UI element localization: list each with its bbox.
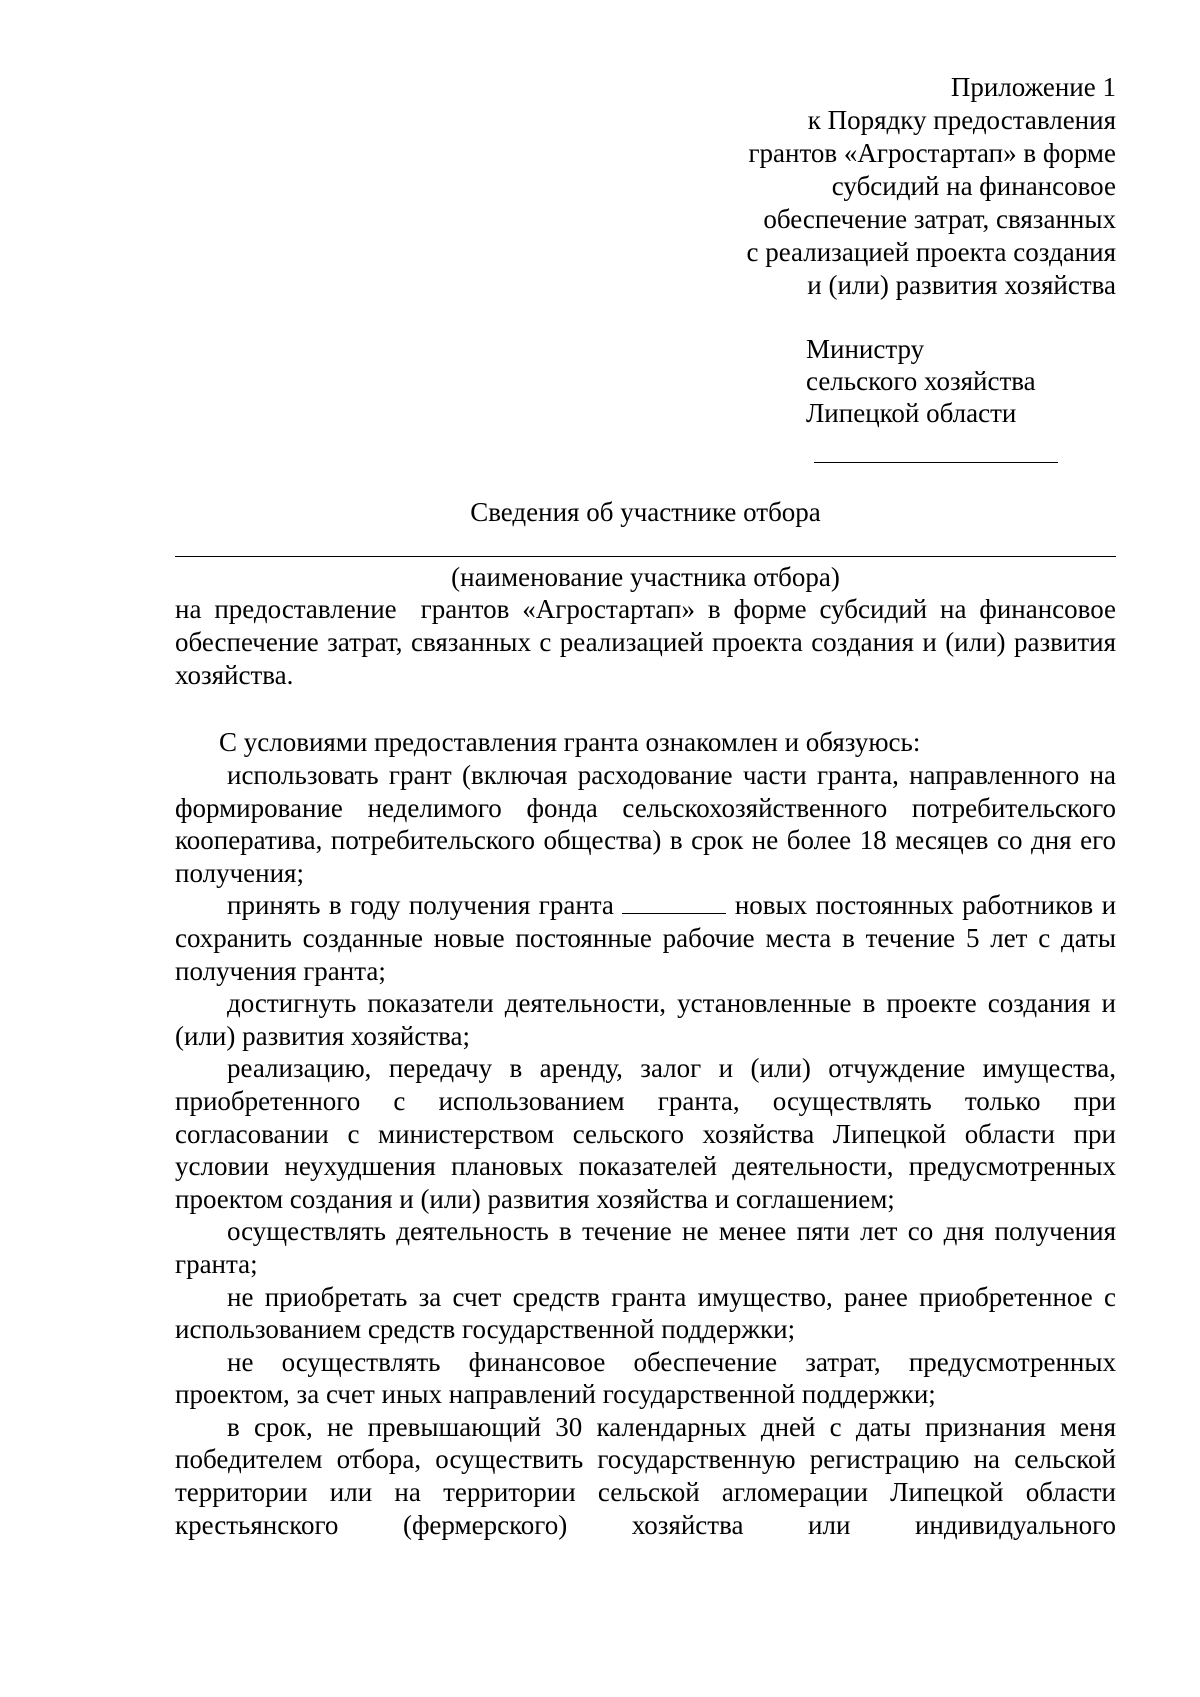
appendix-line: обеспечение затрат, связанных (763, 204, 1116, 234)
addressee-block (806, 333, 1036, 429)
obligation-hire-workers (175, 889, 1116, 987)
obligation-indicators: достигнуть показатели деятельности, установленные в проекте создания и (или) развития хозяйства; (175, 988, 1116, 1051)
obligation-hire-text-after: новых постоянных работников и сохранить созданные новые постоянные рабочие места в течение 5 лет с даты получения гранта; (175, 890, 1117, 986)
obligation-property: реализацию, передачу в аренду, залог и (или) отчуждение имущества, приобретенного с использованием гранта, осуществлять только при согласовании с министерством сельского хозяйства Липецкой области при условии неухудшения плановых показателей деятельности, предусмотренных проектом создания и (или) развития хозяйства и соглашением; (175, 1053, 1116, 1214)
appendix-line: грантов «Агростартап» в форме (748, 138, 1116, 168)
participant-name-blank-line (175, 556, 1116, 557)
addressee-line: Липецкой области (806, 398, 1017, 428)
appendix-reference (600, 71, 1116, 302)
obligation-use-grant: использовать грант (включая расходование части гранта, направленного на формирование неделимого фонда сельскохозяйственного потребительского кооператива, потребительского общества) в срок не более 18 месяцев со дня его получения; (175, 760, 1116, 888)
obligation-hire-text-before: принять в году получения гранта (227, 890, 614, 921)
intro-paragraph (175, 593, 1116, 692)
obligation-activity: осуществлять деятельность в течение не менее пяти лет со дня получения гранта; (175, 1216, 1116, 1279)
addressee-name-blank-line (814, 462, 1058, 463)
addressee-line: сельского хозяйства (806, 366, 1036, 396)
appendix-line: с реализацией проекта создания (746, 237, 1116, 267)
intro-part-1: на предоставление (175, 594, 397, 624)
participant-name-caption: (наименование участника отбора) (451, 562, 840, 592)
appendix-line: субсидий на финансовое (831, 171, 1116, 201)
document-title: Сведения об участнике отбора (470, 497, 821, 527)
obligations-list (175, 759, 1116, 1541)
workers-count-blank (622, 891, 726, 914)
intro-part-2: грантов «Агростартап» в форме субсидий на финансовое обеспечение затрат, связанных с реализацией проекта создания и (или) развития хозяйства. (175, 594, 1117, 690)
appendix-line: и (или) развития хозяйства (807, 270, 1116, 300)
obligation-no-double-funding: не осуществлять финансовое обеспечение затрат, предусмотренных проектом, за счет иных направлений государственной поддержки; (175, 1346, 1116, 1410)
addressee-line: Министру (806, 334, 925, 364)
appendix-line: Приложение 1 (950, 72, 1116, 102)
obligation-no-purchase: не приобретать за счет средств гранта имущество, ранее приобретенное с использованием средств государственной поддержки; (175, 1281, 1116, 1345)
appendix-line: к Порядку предоставления (807, 105, 1116, 135)
obligation-registration: в срок, не превышающий 30 календарных дней с даты признания меня победителем отбора, осуществить государственную регистрацию на сельской территории или на территории сельской агломерации Липецкой области крестьянского (фермерского) хозяйства или индивидуального (175, 1411, 1116, 1540)
commitment-heading: С условиями предоставления гранта ознакомлен и обязуюсь: (219, 727, 921, 757)
